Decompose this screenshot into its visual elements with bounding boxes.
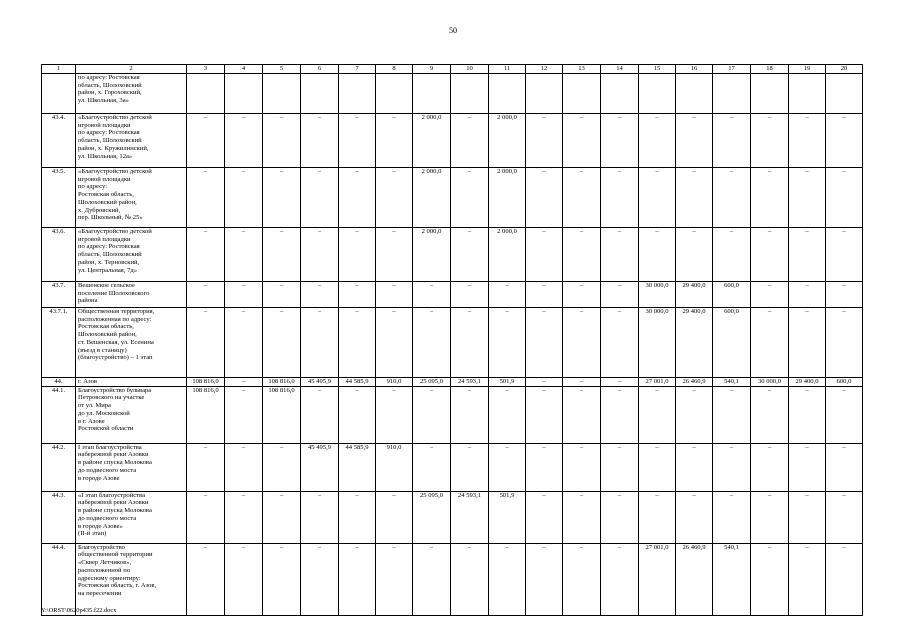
value-cell	[713, 74, 751, 114]
value-cell: –	[826, 308, 863, 378]
value-cell: 501,9	[489, 491, 526, 543]
value-cell: –	[639, 386, 676, 443]
value-cell: –	[187, 491, 225, 543]
value-cell: –	[751, 386, 789, 443]
description-cell: «Благоустройство детской игровой площадки по адресу: Ростовская область, Шолоховский район, х. Терновский, ул. Центральная, 7д»	[76, 228, 187, 282]
value-cell	[489, 74, 526, 114]
value-cell: –	[451, 114, 489, 168]
value-cell	[263, 74, 301, 114]
value-cell: –	[413, 282, 451, 308]
description-cell: по адресу: Ростовская область, Шолоховский район, х. Гороховский, ул. Школьная, 3а»	[76, 74, 187, 114]
row-number-cell	[42, 74, 76, 114]
value-cell: –	[826, 114, 863, 168]
description-cell: «I этап благоустройства набережной реки Азовки в районе спуска Молокова до подвесного моста в городе Азове» (II-й этап)	[76, 491, 187, 543]
value-cell: –	[601, 386, 639, 443]
value-cell	[225, 74, 263, 114]
value-cell	[563, 74, 601, 114]
value-cell: –	[676, 228, 713, 282]
column-number-cell: 19	[789, 65, 826, 74]
value-cell	[789, 74, 826, 114]
value-cell: –	[526, 114, 563, 168]
value-cell: –	[413, 543, 451, 615]
file-path-footer: Y:\ORST\0620p435.f22.docx	[41, 607, 117, 614]
value-cell: –	[789, 308, 826, 378]
value-cell: –	[301, 386, 339, 443]
value-cell: –	[376, 308, 413, 378]
value-cell: 108 816,0	[263, 386, 301, 443]
value-cell: –	[826, 443, 863, 491]
table-row	[42, 543, 863, 615]
description-cell: Благоустройство общественной территории «Сквер Летчиков», расположенной по адресному ориентиру: Ростовская область, г. Азов, на пересечении	[76, 543, 187, 615]
value-cell: –	[601, 168, 639, 228]
value-cell: 910,0	[376, 443, 413, 491]
value-cell: –	[187, 443, 225, 491]
value-cell: –	[563, 491, 601, 543]
value-cell: 2 000,0	[413, 168, 451, 228]
value-cell: –	[413, 308, 451, 378]
value-cell: –	[601, 114, 639, 168]
value-cell	[601, 74, 639, 114]
value-cell: –	[676, 443, 713, 491]
value-cell: –	[826, 543, 863, 615]
value-cell: –	[187, 114, 225, 168]
value-cell: –	[563, 543, 601, 615]
value-cell: –	[225, 378, 263, 387]
value-cell: –	[225, 168, 263, 228]
value-cell: –	[376, 228, 413, 282]
value-cell: –	[225, 228, 263, 282]
value-cell: 501,9	[489, 378, 526, 387]
value-cell	[187, 74, 225, 114]
value-cell: –	[376, 282, 413, 308]
value-cell: –	[751, 543, 789, 615]
column-number-cell: 2	[76, 65, 187, 74]
value-cell: 2 000,0	[413, 114, 451, 168]
value-cell: –	[301, 228, 339, 282]
value-cell	[413, 74, 451, 114]
value-cell: 45 495,9	[301, 443, 339, 491]
value-cell: –	[263, 282, 301, 308]
value-cell: 30 000,0	[639, 282, 676, 308]
value-cell: –	[225, 282, 263, 308]
value-cell	[676, 74, 713, 114]
row-number-cell: 43.5.	[42, 168, 76, 228]
value-cell: –	[263, 443, 301, 491]
value-cell: –	[526, 386, 563, 443]
value-cell: –	[789, 443, 826, 491]
value-cell: –	[339, 543, 376, 615]
column-number-cell: 13	[563, 65, 601, 74]
description-cell: Общественная территория, расположенная по адресу: Ростовская область, Шолоховский район, ст. Вешенская, ул. Есенина (въезд в станицу) (благоустройство) – 1 этап	[76, 308, 187, 378]
value-cell: 2 000,0	[489, 168, 526, 228]
value-cell: –	[301, 491, 339, 543]
value-cell: –	[339, 114, 376, 168]
value-cell: 30 000,0	[639, 308, 676, 378]
value-cell: 30 000,0	[751, 378, 789, 387]
value-cell: –	[639, 228, 676, 282]
value-cell: –	[339, 168, 376, 228]
value-cell: –	[413, 443, 451, 491]
value-cell: –	[751, 228, 789, 282]
value-cell: 44 585,9	[339, 378, 376, 387]
column-number-cell: 18	[751, 65, 789, 74]
row-number-cell: 43.7.1.	[42, 308, 76, 378]
description-cell: «Благоустройство детской игровой площадки по адресу: Ростовская область, Шолоховский район, х. Дубровский, пер. Школьный, № 25»	[76, 168, 187, 228]
value-cell: –	[376, 114, 413, 168]
value-cell: 600,0	[826, 378, 863, 387]
value-cell: 29 400,0	[676, 308, 713, 378]
value-cell: –	[225, 543, 263, 615]
value-cell: –	[789, 491, 826, 543]
value-cell: 540,1	[713, 543, 751, 615]
value-cell: –	[751, 168, 789, 228]
value-cell	[751, 74, 789, 114]
value-cell: –	[601, 282, 639, 308]
value-cell: –	[263, 114, 301, 168]
value-cell: –	[601, 308, 639, 378]
value-cell: 600,0	[713, 282, 751, 308]
value-cell: 29 400,0	[676, 282, 713, 308]
value-cell: –	[789, 114, 826, 168]
value-cell: –	[451, 543, 489, 615]
column-number-cell: 8	[376, 65, 413, 74]
value-cell: –	[789, 386, 826, 443]
value-cell: –	[563, 308, 601, 378]
value-cell: –	[451, 386, 489, 443]
value-cell: –	[826, 282, 863, 308]
value-cell: –	[751, 491, 789, 543]
value-cell: –	[451, 228, 489, 282]
column-number-cell: 1	[42, 65, 76, 74]
column-number-cell: 20	[826, 65, 863, 74]
value-cell: 540,1	[713, 378, 751, 387]
value-cell: –	[789, 282, 826, 308]
value-cell: –	[339, 491, 376, 543]
value-cell: –	[301, 543, 339, 615]
value-cell	[339, 74, 376, 114]
row-number-cell: 44.2.	[42, 443, 76, 491]
value-cell: –	[526, 443, 563, 491]
value-cell: –	[301, 282, 339, 308]
value-cell: –	[676, 386, 713, 443]
value-cell	[826, 74, 863, 114]
column-number-cell: 11	[489, 65, 526, 74]
value-cell: 600,0	[713, 308, 751, 378]
value-cell: 2 000,0	[413, 228, 451, 282]
value-cell: –	[339, 386, 376, 443]
value-cell: –	[639, 491, 676, 543]
value-cell: –	[789, 543, 826, 615]
value-cell: 24 593,1	[451, 378, 489, 387]
value-cell: 108 816,0	[263, 378, 301, 387]
row-number-cell: 44.1.	[42, 386, 76, 443]
column-number-row	[42, 65, 863, 74]
value-cell: –	[376, 543, 413, 615]
description-cell: «Благоустройство детской игровой площадки по адресу: Ростовская область, Шолоховский район, х. Кружилинский, ул. Школьная, 12а»	[76, 114, 187, 168]
column-number-cell: 16	[676, 65, 713, 74]
value-cell: –	[339, 308, 376, 378]
value-cell: –	[263, 543, 301, 615]
table-row	[42, 308, 863, 378]
value-cell: –	[376, 168, 413, 228]
column-number-cell: 7	[339, 65, 376, 74]
value-cell: –	[789, 168, 826, 228]
value-cell: –	[563, 443, 601, 491]
value-cell: –	[563, 386, 601, 443]
value-cell: –	[526, 168, 563, 228]
value-cell: 108 816,0	[187, 378, 225, 387]
value-cell: –	[751, 308, 789, 378]
value-cell	[376, 74, 413, 114]
value-cell: 27 001,0	[639, 543, 676, 615]
value-cell: –	[263, 308, 301, 378]
value-cell: –	[563, 228, 601, 282]
value-cell: –	[301, 308, 339, 378]
value-cell: –	[225, 114, 263, 168]
value-cell: –	[751, 282, 789, 308]
description-cell: Благоустройство бульвара Петровского на участке от ул. Мира до ул. Московской в г. Азове Ростовской области	[76, 386, 187, 443]
column-number-cell: 12	[526, 65, 563, 74]
value-cell: 29 400,0	[789, 378, 826, 387]
value-cell: 26 460,9	[676, 543, 713, 615]
value-cell: –	[526, 308, 563, 378]
value-cell: –	[526, 282, 563, 308]
value-cell: –	[413, 386, 451, 443]
value-cell: –	[451, 308, 489, 378]
value-cell: 25 095,0	[413, 491, 451, 543]
column-number-cell: 14	[601, 65, 639, 74]
table-row	[42, 168, 863, 228]
value-cell: –	[563, 378, 601, 387]
column-number-cell: 17	[713, 65, 751, 74]
value-cell: –	[489, 443, 526, 491]
value-cell: –	[339, 282, 376, 308]
value-cell: –	[376, 491, 413, 543]
value-cell: –	[187, 168, 225, 228]
column-number-cell: 10	[451, 65, 489, 74]
table-row	[42, 386, 863, 443]
row-number-cell: 44.	[42, 378, 76, 387]
value-cell: –	[225, 308, 263, 378]
table-row	[42, 114, 863, 168]
value-cell: –	[826, 228, 863, 282]
value-cell: –	[601, 378, 639, 387]
value-cell: –	[826, 491, 863, 543]
description-cell: Вешенское сельское поселение Шолоховского района	[76, 282, 187, 308]
value-cell: –	[225, 386, 263, 443]
value-cell: –	[263, 491, 301, 543]
value-cell: –	[713, 491, 751, 543]
value-cell: –	[187, 543, 225, 615]
value-cell: –	[676, 168, 713, 228]
row-number-cell: 44.3.	[42, 491, 76, 543]
value-cell: –	[451, 443, 489, 491]
table-row	[42, 74, 863, 114]
value-cell: 2 000,0	[489, 114, 526, 168]
value-cell: –	[563, 168, 601, 228]
value-cell: 44 585,9	[339, 443, 376, 491]
column-number-cell: 4	[225, 65, 263, 74]
value-cell: 26 460,9	[676, 378, 713, 387]
value-cell: –	[601, 543, 639, 615]
value-cell: –	[526, 543, 563, 615]
row-number-cell: 43.4.	[42, 114, 76, 168]
value-cell: –	[187, 282, 225, 308]
value-cell: –	[451, 282, 489, 308]
value-cell: –	[451, 168, 489, 228]
value-cell: –	[713, 386, 751, 443]
row-number-cell: 44.4.	[42, 543, 76, 615]
column-number-cell: 9	[413, 65, 451, 74]
value-cell: 25 095,0	[413, 378, 451, 387]
row-number-cell: 43.6.	[42, 228, 76, 282]
page-number: 50	[449, 26, 457, 35]
value-cell: –	[826, 168, 863, 228]
value-cell: 108 816,0	[187, 386, 225, 443]
value-cell: –	[489, 308, 526, 378]
column-number-cell: 3	[187, 65, 225, 74]
value-cell	[451, 74, 489, 114]
value-cell: –	[639, 114, 676, 168]
value-cell: –	[187, 308, 225, 378]
value-cell: –	[676, 114, 713, 168]
value-cell: –	[601, 443, 639, 491]
value-cell: –	[751, 443, 789, 491]
value-cell: –	[563, 114, 601, 168]
value-cell: –	[826, 386, 863, 443]
value-cell: –	[563, 282, 601, 308]
value-cell: –	[225, 491, 263, 543]
row-number-cell: 43.7.	[42, 282, 76, 308]
value-cell: –	[713, 443, 751, 491]
value-cell: –	[639, 443, 676, 491]
table-row	[42, 228, 863, 282]
value-cell: –	[489, 386, 526, 443]
value-cell: –	[301, 114, 339, 168]
value-cell: –	[713, 114, 751, 168]
table-row	[42, 378, 863, 387]
table-row	[42, 443, 863, 491]
value-cell: –	[263, 228, 301, 282]
value-cell: –	[339, 228, 376, 282]
value-cell	[301, 74, 339, 114]
table-row	[42, 491, 863, 543]
value-cell: –	[751, 114, 789, 168]
value-cell: –	[225, 443, 263, 491]
value-cell: –	[526, 378, 563, 387]
description-cell: г. Азов	[76, 378, 187, 387]
value-cell	[639, 74, 676, 114]
program-table	[41, 64, 863, 616]
column-number-cell: 15	[639, 65, 676, 74]
value-cell: 2 000,0	[489, 228, 526, 282]
value-cell: –	[676, 491, 713, 543]
column-number-cell: 5	[263, 65, 301, 74]
value-cell: –	[489, 282, 526, 308]
value-cell: –	[263, 168, 301, 228]
value-cell: –	[713, 168, 751, 228]
value-cell: –	[789, 228, 826, 282]
value-cell: –	[713, 228, 751, 282]
value-cell: 45 495,9	[301, 378, 339, 387]
value-cell: –	[601, 228, 639, 282]
value-cell: –	[187, 228, 225, 282]
description-cell: I этап благоустройства набережной реки Азовки в районе спуска Молокова до подвесного моста в городе Азове	[76, 443, 187, 491]
value-cell: 24 593,1	[451, 491, 489, 543]
value-cell: 910,0	[376, 378, 413, 387]
table-row	[42, 282, 863, 308]
value-cell: –	[526, 228, 563, 282]
value-cell	[526, 74, 563, 114]
value-cell: –	[601, 491, 639, 543]
value-cell: –	[526, 491, 563, 543]
value-cell: –	[639, 168, 676, 228]
value-cell: 27 001,0	[639, 378, 676, 387]
value-cell: –	[376, 386, 413, 443]
column-number-cell: 6	[301, 65, 339, 74]
value-cell: –	[489, 543, 526, 615]
value-cell: –	[301, 168, 339, 228]
